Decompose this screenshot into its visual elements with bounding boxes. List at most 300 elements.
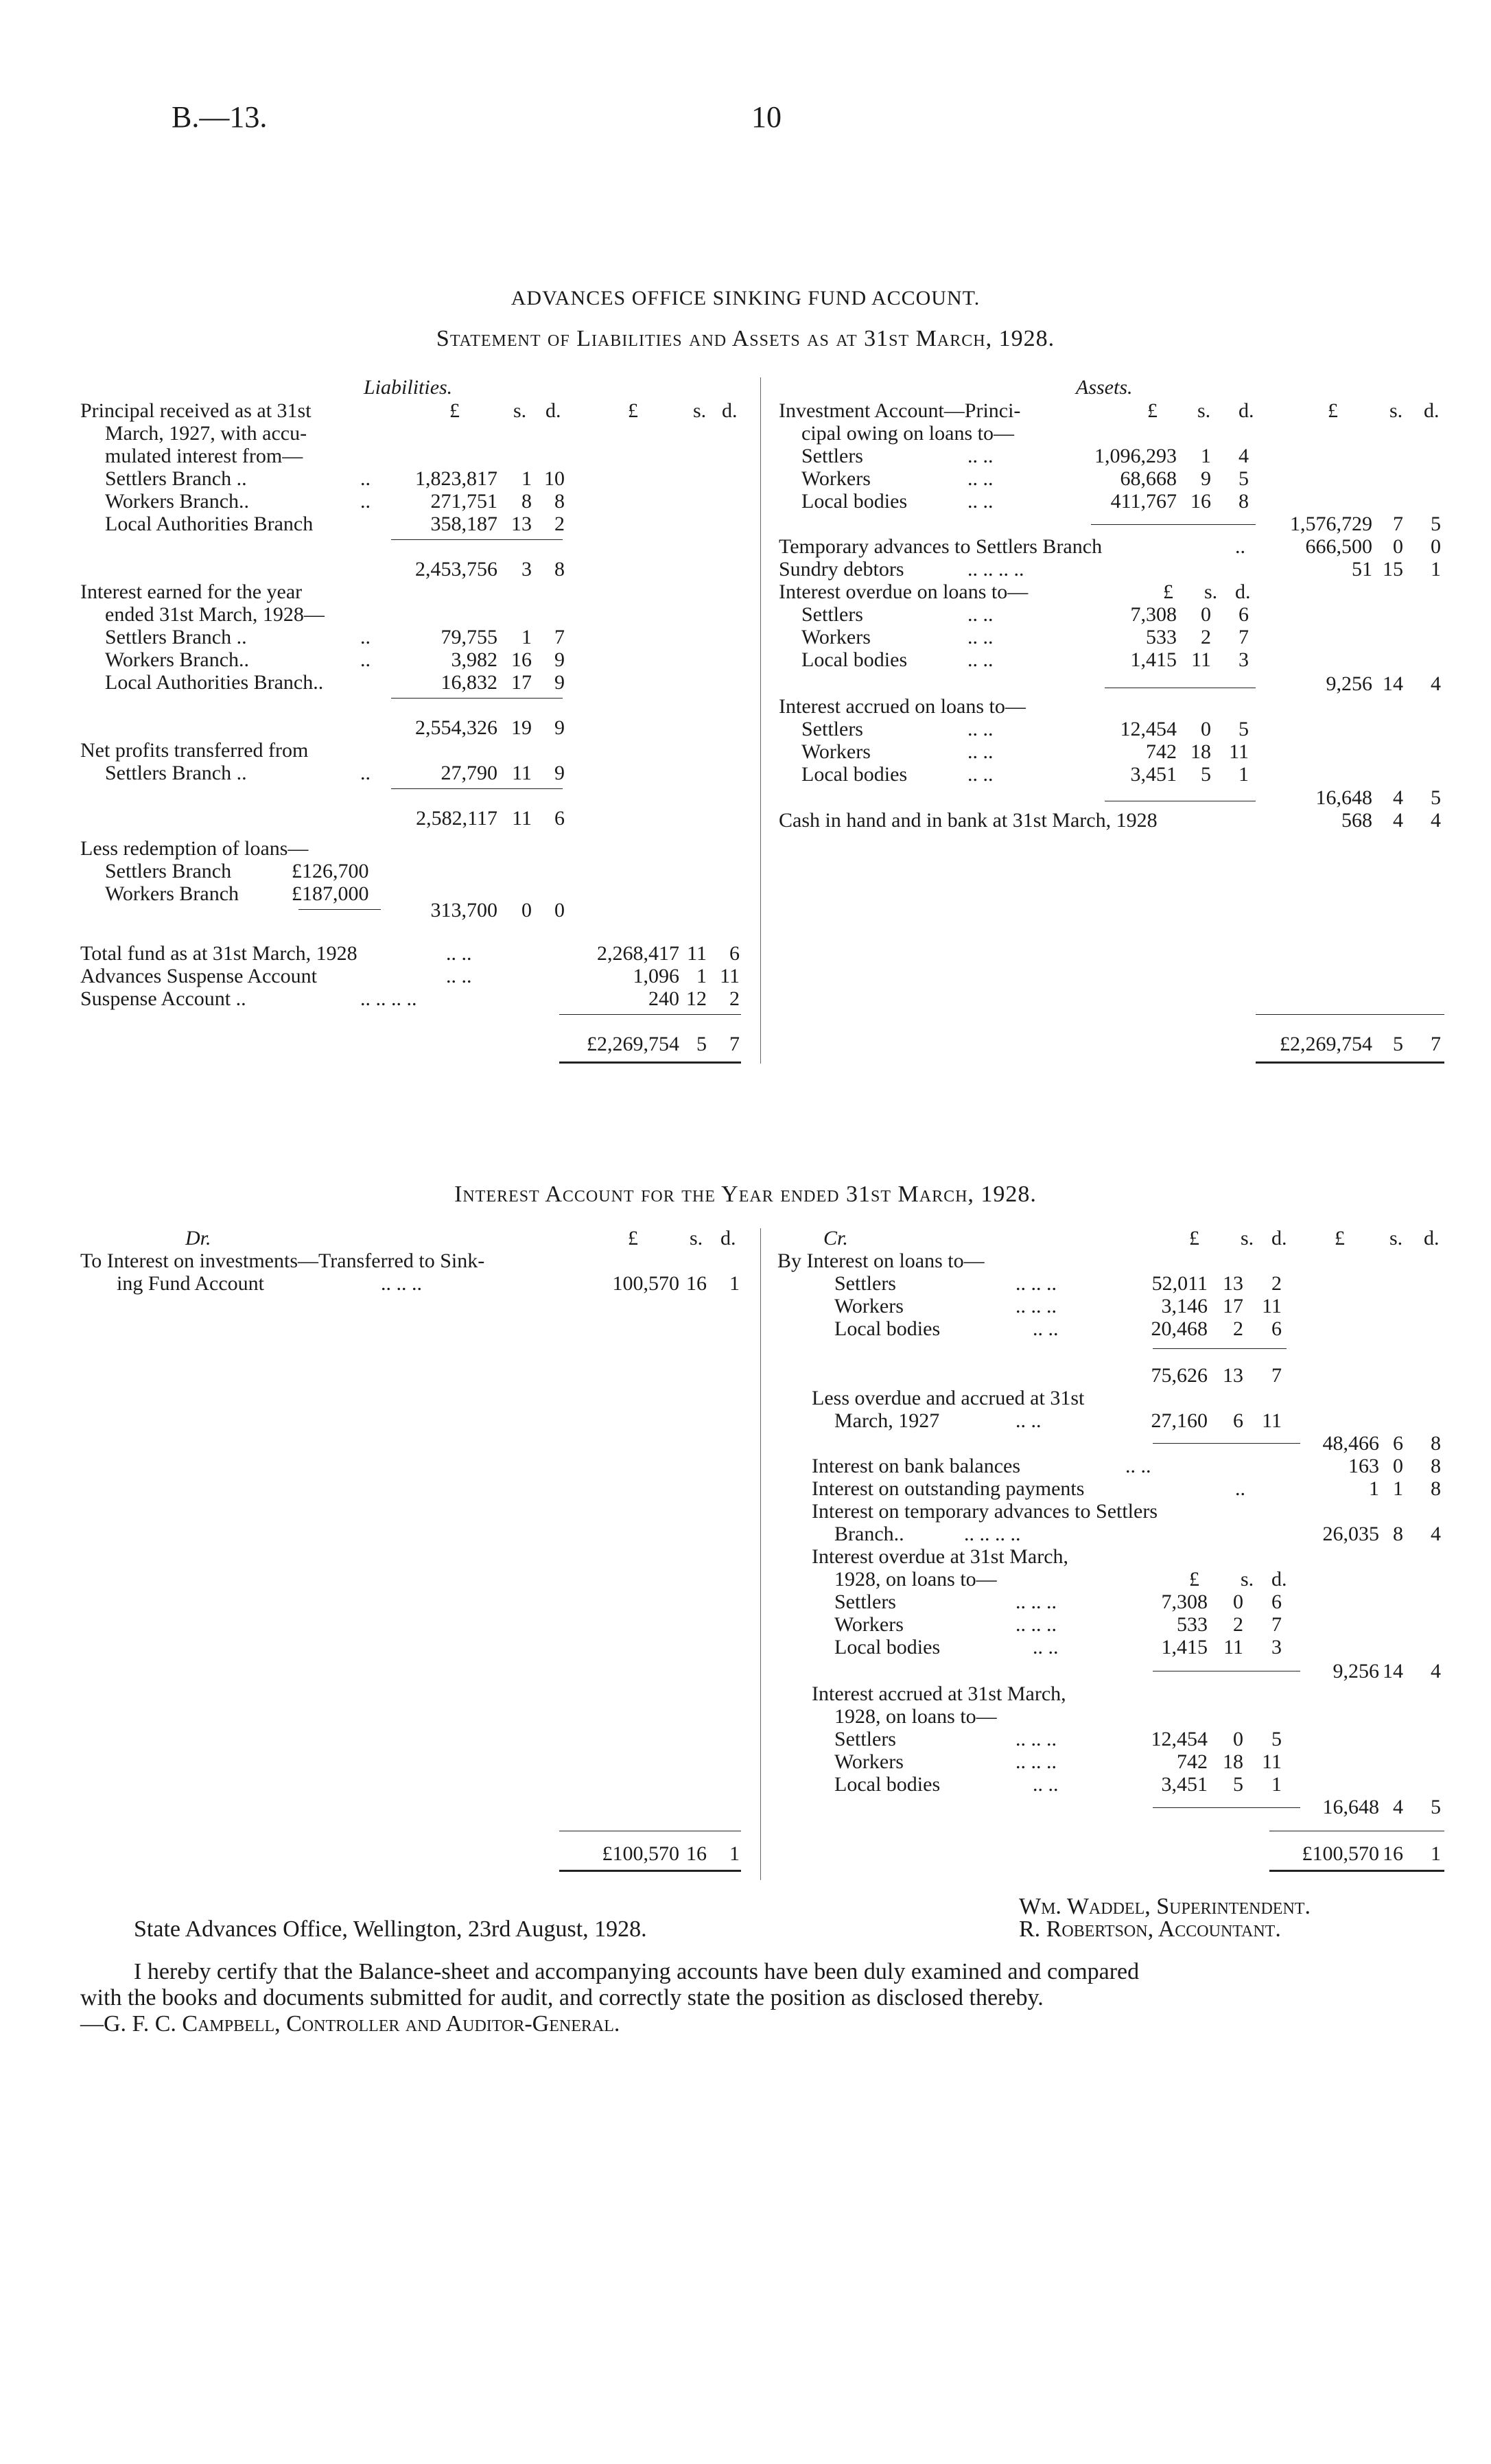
by-total-pounds: 75,626 [1151, 1364, 1208, 1387]
row-dots: .. [360, 762, 371, 784]
by-total-pence: 7 [1271, 1364, 1282, 1387]
row-dots: .. .. [446, 942, 472, 965]
row-label: Settlers [801, 603, 863, 626]
row-pounds: 533 [1177, 1613, 1208, 1636]
cash-pounds: 568 [1341, 809, 1372, 832]
cash-label: Cash in hand and in bank at 31st March, 1928 [779, 809, 1158, 832]
row-pence: 9 [554, 648, 565, 671]
sundry-debtors-pounds: 51 [1352, 558, 1372, 580]
row-dots: .. .. .. [1015, 1750, 1057, 1773]
row-label: Local bodies [801, 490, 908, 513]
overdue-col-s: s. [1204, 580, 1218, 603]
row-dots: .. .. .. [1015, 1728, 1057, 1750]
row-shillings: 16 [1190, 490, 1211, 513]
less-amount-pence: 11 [1262, 1409, 1282, 1432]
principal-text: mulated interest from— [105, 445, 303, 467]
redemption-total-shillings: 0 [521, 899, 532, 922]
signature-text: Wm. Waddel, Superintendent. [1019, 1894, 1311, 1919]
row-shillings: 2 [1233, 1613, 1243, 1636]
row-pounds: 742 [1146, 740, 1177, 763]
row-label: Workers [801, 740, 871, 763]
row-dots: .. .. [1033, 1317, 1059, 1340]
row-dots: .. [360, 467, 371, 490]
row-pounds: 12,454 [1151, 1728, 1208, 1750]
sundry-debtors-pence: 1 [1431, 558, 1441, 580]
dr-col-s: s. [690, 1227, 703, 1249]
row-shillings: 18 [1190, 740, 1211, 763]
row-pence: 6 [1271, 1317, 1282, 1340]
temporary-advances-pence: 4 [1431, 1523, 1441, 1545]
row-label: Local Authorities Branch [105, 513, 314, 535]
row-pounds: 2,268,417 [597, 942, 679, 965]
investment-text: Investment Account—Princi- [779, 399, 1021, 422]
row-shillings: 2 [1233, 1317, 1243, 1340]
row-dots: .. .. .. [381, 1272, 422, 1295]
temporary-advances-shillings: 8 [1393, 1523, 1403, 1545]
total-shillings: 3 [521, 558, 532, 580]
row-dots: .. .. [967, 648, 994, 671]
temporary-advances-shillings: 0 [1393, 535, 1403, 558]
row-pounds: 3,451 [1161, 1773, 1208, 1796]
total-pounds: £2,269,754 [587, 1033, 679, 1055]
total-shillings: 19 [511, 716, 532, 739]
assets-col2-s: s. [1389, 399, 1403, 422]
temporary-advances-text: Interest on temporary advances to Settlers [812, 1500, 1158, 1523]
total-rule [559, 1014, 741, 1015]
less-overdue-text: March, 1927 [834, 1409, 940, 1432]
row-dots: .. .. .. [1015, 1272, 1057, 1295]
temporary-advances-pence: 0 [1431, 535, 1441, 558]
certification-text: with the books and documents submitted for audit, and correctly state the position as disclosed thereby. [80, 1985, 1044, 2010]
document-reference: B.—13. [172, 100, 268, 134]
row-label: Local bodies [834, 1636, 941, 1658]
liab-col-pound: £ [449, 399, 460, 422]
row-pounds: 271,751 [430, 490, 497, 513]
row-dots: .. [1235, 535, 1245, 558]
total-shillings: 4 [1393, 1796, 1403, 1818]
row-label: Workers [834, 1295, 904, 1317]
total-pounds: 1,576,729 [1290, 513, 1372, 535]
row-pounds: 1,096,293 [1094, 445, 1177, 467]
subtotal-rule [298, 909, 381, 910]
row-pence: 8 [1238, 490, 1249, 513]
total-pence: 5 [1431, 786, 1441, 809]
row-label: Advances Suspense Account [80, 965, 317, 987]
total-shillings: 5 [1393, 1033, 1403, 1055]
total-pounds: 9,256 [1332, 1660, 1379, 1682]
row-label: Workers [801, 626, 871, 648]
interest-account-title: Interest Account for the Year ended 31st March, 1928. [454, 1182, 1037, 1207]
row-shillings: 11 [1223, 1636, 1243, 1658]
row-pounds: 533 [1146, 626, 1177, 648]
row-pounds: 79,755 [441, 626, 497, 648]
row-pounds: 16,832 [441, 671, 497, 694]
total-pounds: 2,554,326 [415, 716, 497, 739]
row-pounds: 3,982 [451, 648, 497, 671]
sinking-fund-title: ADVANCES OFFICE SINKING FUND ACCOUNT. [510, 287, 981, 309]
redemption-label: Workers Branch [105, 882, 239, 905]
total-pence: 4 [1431, 1660, 1441, 1682]
row-dots: .. .. [1125, 1455, 1151, 1477]
cr-col2-pound: £ [1335, 1227, 1345, 1249]
total-pounds: 16,648 [1322, 1796, 1379, 1818]
dr-col-pound: £ [628, 1227, 638, 1249]
row-label: Local Authorities Branch.. [105, 671, 324, 694]
row-shillings: 0 [1233, 1728, 1243, 1750]
net-profits-text: Net profits transferred from [80, 739, 309, 762]
total-pounds: 9,256 [1326, 672, 1372, 695]
subtotal-rule [1091, 524, 1256, 525]
row-pence: 11 [1262, 1750, 1282, 1773]
row-label: Workers [834, 1613, 904, 1636]
row-pounds: 12,454 [1120, 718, 1177, 740]
row-pence: 3 [1238, 648, 1249, 671]
row-pence: 11 [720, 965, 740, 987]
principal-text: March, 1927, with accu- [105, 422, 307, 445]
total-pence: 1 [729, 1842, 740, 1865]
row-pounds: 68,668 [1120, 467, 1177, 490]
row-dots: .. .. [967, 740, 994, 763]
total-pounds: £100,570 [1302, 1842, 1379, 1865]
row-pence: 5 [1271, 1728, 1282, 1750]
row-pence: 3 [1271, 1636, 1282, 1658]
row-dots: .. .. .. [1015, 1591, 1057, 1613]
signature-text: R. Robertson, Accountant. [1019, 1916, 1281, 1942]
assets-col-d: d. [1238, 399, 1254, 422]
cr-overdue-col-d: d. [1271, 1568, 1287, 1591]
cr-heading: Cr. [823, 1227, 848, 1249]
row-dots: .. [1235, 1477, 1245, 1500]
row-pence: 7 [554, 626, 565, 648]
total-pence: 8 [1431, 1432, 1441, 1455]
row-pence: 4 [1238, 445, 1249, 467]
certification-text: —G. F. C. Campbell, Controller and Auditor-General. [80, 2011, 620, 2037]
row-label: Workers Branch.. [105, 490, 250, 513]
cr-overdue-col-pound: £ [1189, 1568, 1199, 1591]
row-pence: 2 [1271, 1272, 1282, 1295]
total-pence: 4 [1431, 672, 1441, 695]
bank-balances-label: Interest on bank balances [812, 1455, 1021, 1477]
total-pounds: £2,269,754 [1280, 1033, 1372, 1055]
bank-balances-pounds: 163 [1348, 1455, 1379, 1477]
row-label: Settlers [834, 1728, 896, 1750]
row-dots: .. .. [1033, 1636, 1059, 1658]
cr-col2-d: d. [1424, 1227, 1440, 1249]
subtotal-rule [1153, 1348, 1287, 1349]
redemption-amount: £187,000 [292, 882, 369, 905]
overdue-col-pound: £ [1163, 580, 1173, 603]
assets-col-pound: £ [1147, 399, 1158, 422]
row-shillings: 1 [521, 626, 532, 648]
dr-amount-pence: 1 [729, 1272, 740, 1295]
row-dots: .. .. [967, 445, 994, 467]
row-shillings: 1 [521, 467, 532, 490]
row-dots: .. .. .. .. [964, 1523, 1021, 1545]
row-dots: .. .. .. [1015, 1613, 1057, 1636]
outstanding-payments-label: Interest on outstanding payments [812, 1477, 1085, 1500]
row-shillings: 13 [1223, 1272, 1243, 1295]
row-pence: 8 [554, 490, 565, 513]
total-pounds: £100,570 [602, 1842, 679, 1865]
temporary-advances-label: Temporary advances to Settlers Branch [779, 535, 1103, 558]
double-rule [1256, 1061, 1444, 1064]
row-label: Settlers [834, 1591, 896, 1613]
row-shillings: 13 [511, 513, 532, 535]
row-label: Local bodies [801, 763, 908, 786]
total-pounds: 48,466 [1322, 1432, 1379, 1455]
net-profits-text: Settlers Branch .. [105, 762, 247, 784]
row-pounds: 1,823,817 [415, 467, 497, 490]
row-dots: .. [360, 626, 371, 648]
total-pence: 5 [1431, 1796, 1441, 1818]
row-label: Settlers [801, 718, 863, 740]
net-profits-pounds: 27,790 [441, 762, 497, 784]
row-dots: .. [360, 490, 371, 513]
row-shillings: 0 [1201, 603, 1211, 626]
row-label: Suspense Account .. [80, 987, 246, 1010]
liab-col-d: d. [545, 399, 561, 422]
row-dots: .. .. [967, 490, 994, 513]
row-pence: 6 [1271, 1591, 1282, 1613]
subtotal-rule [391, 788, 563, 789]
row-pounds: 240 [648, 987, 679, 1010]
redemption-total-pounds: 313,700 [430, 899, 497, 922]
row-shillings: 2 [1201, 626, 1211, 648]
temporary-advances-text: Branch.. [834, 1523, 904, 1545]
row-dots: .. .. [967, 603, 994, 626]
liab-col2-s: s. [693, 399, 707, 422]
double-rule [559, 1870, 741, 1872]
net-total-pounds: 2,582,117 [416, 807, 497, 830]
row-pence: 7 [1238, 626, 1249, 648]
liabilities-heading: Liabilities. [364, 376, 453, 399]
cr-overdue-col-s: s. [1241, 1568, 1254, 1591]
row-dots: .. .. .. .. [967, 558, 1024, 580]
row-pence: 10 [544, 467, 565, 490]
cr-col-s: s. [1241, 1227, 1254, 1249]
row-shillings: 11 [1191, 648, 1211, 671]
total-pence: 7 [1431, 1033, 1441, 1055]
principal-text: Principal received as at 31st [80, 399, 312, 422]
total-pence: 8 [554, 558, 565, 580]
less-redemption-text: Less redemption of loans— [80, 837, 309, 860]
row-shillings: 0 [1233, 1591, 1243, 1613]
less-amount-shillings: 6 [1233, 1409, 1243, 1432]
row-shillings: 12 [686, 987, 707, 1010]
total-pence: 7 [729, 1033, 740, 1055]
row-shillings: 0 [1201, 718, 1211, 740]
row-shillings: 1 [1201, 445, 1211, 467]
overdue-col-d: d. [1235, 580, 1251, 603]
page-number: 10 [751, 100, 782, 134]
net-total-shillings: 11 [512, 807, 532, 830]
row-pence: 6 [1238, 603, 1249, 626]
certification-text: I hereby certify that the Balance-sheet and accompanying accounts have been duly examined and compared [134, 1959, 1140, 1984]
row-shillings: 1 [696, 965, 707, 987]
row-shillings: 5 [1201, 763, 1211, 786]
interest-text: ended 31st March, 1928— [105, 603, 325, 626]
total-shillings: 7 [1393, 513, 1403, 535]
row-pounds: 742 [1177, 1750, 1208, 1773]
outstanding-payments-pounds: 1 [1369, 1477, 1379, 1500]
row-label: Local bodies [834, 1317, 941, 1340]
cr-col2-s: s. [1389, 1227, 1403, 1249]
row-pounds: 3,146 [1161, 1295, 1208, 1317]
row-shillings: 17 [511, 671, 532, 694]
total-pounds: 16,648 [1315, 786, 1372, 809]
row-pounds: 411,767 [1110, 490, 1177, 513]
net-profits-pence: 9 [554, 762, 565, 784]
row-dots: .. .. [967, 718, 994, 740]
dr-col-d: d. [720, 1227, 736, 1249]
total-pence: 5 [1431, 513, 1441, 535]
row-pounds: 52,011 [1151, 1272, 1208, 1295]
bank-balances-shillings: 0 [1393, 1455, 1403, 1477]
subtotal-rule [391, 539, 563, 540]
row-shillings: 9 [1201, 467, 1211, 490]
total-shillings: 4 [1393, 786, 1403, 809]
row-label: Local bodies [834, 1773, 941, 1796]
cr-col-d: d. [1271, 1227, 1287, 1249]
signature-accountant [1019, 1916, 1281, 1943]
row-pence: 5 [1238, 467, 1249, 490]
row-pence: 2 [554, 513, 565, 535]
assets-heading: Assets. [1076, 376, 1133, 399]
by-interest-text: By Interest on loans to— [777, 1249, 985, 1272]
row-shillings: 8 [521, 490, 532, 513]
row-pounds: 358,187 [430, 513, 497, 535]
row-pounds: 1,415 [1161, 1636, 1208, 1658]
total-shillings: 14 [1383, 672, 1403, 695]
row-pounds: 20,468 [1151, 1317, 1208, 1340]
redemption-amount: £126,700 [292, 860, 369, 882]
row-dots: .. .. [967, 626, 994, 648]
cr-overdue-text: 1928, on loans to— [834, 1568, 997, 1591]
outstanding-payments-shillings: 1 [1393, 1477, 1403, 1500]
row-pounds: 1,415 [1130, 648, 1177, 671]
assets-col2-d: d. [1424, 399, 1440, 422]
row-dots: .. .. .. .. [360, 987, 417, 1010]
cash-pence: 4 [1431, 809, 1441, 832]
sundry-debtors-shillings: 15 [1383, 558, 1403, 580]
row-label: Settlers [834, 1272, 896, 1295]
cash-shillings: 4 [1393, 809, 1403, 832]
sundry-debtors-label: Sundry debtors [779, 558, 904, 580]
row-label: Workers [834, 1750, 904, 1773]
row-shillings: 16 [511, 648, 532, 671]
row-label: Local bodies [801, 648, 908, 671]
cr-accrued-text: 1928, on loans to— [834, 1705, 997, 1728]
total-pounds: 2,453,756 [415, 558, 497, 580]
temporary-advances-pounds: 666,500 [1305, 535, 1372, 558]
row-pounds: 7,308 [1130, 603, 1177, 626]
bank-balances-pence: 8 [1431, 1455, 1441, 1477]
row-dots: .. .. [1033, 1773, 1059, 1796]
total-shillings: 14 [1383, 1660, 1403, 1682]
double-rule [1269, 1870, 1444, 1872]
net-profits-shillings: 11 [512, 762, 532, 784]
liab-col-s: s. [513, 399, 527, 422]
less-amount-pounds: 27,160 [1151, 1409, 1208, 1432]
total-shillings: 6 [1393, 1432, 1403, 1455]
interest-accrued-text: Interest accrued on loans to— [779, 695, 1026, 718]
row-pounds: 3,451 [1130, 763, 1177, 786]
total-rule [1256, 1014, 1444, 1015]
row-pounds: 7,308 [1161, 1591, 1208, 1613]
row-label: Workers Branch.. [105, 648, 250, 671]
double-rule [559, 1061, 741, 1064]
sinking-fund-subtitle: Statement of Liabilities and Assets as at 31st March, 1928. [436, 326, 1055, 351]
assets-col2-pound: £ [1328, 399, 1338, 422]
row-pence: 7 [1271, 1613, 1282, 1636]
cr-accrued-text: Interest accrued at 31st March, [812, 1682, 1066, 1705]
interest-text: Interest earned for the year [80, 580, 303, 603]
row-label: Settlers [801, 445, 863, 467]
row-pence: 9 [554, 671, 565, 694]
row-pence: 2 [729, 987, 740, 1010]
redemption-label: Settlers Branch [105, 860, 232, 882]
row-dots: .. .. .. [1015, 1295, 1057, 1317]
dr-line: ing Fund Account [117, 1272, 264, 1295]
row-pounds: 1,096 [633, 965, 679, 987]
dr-heading: Dr. [185, 1227, 211, 1249]
row-label: Settlers Branch .. [105, 626, 247, 648]
total-pence: 1 [1431, 1842, 1441, 1865]
row-dots: .. .. [967, 467, 994, 490]
total-shillings: 16 [686, 1842, 707, 1865]
subtotal-rule [391, 698, 563, 699]
row-shillings: 18 [1223, 1750, 1243, 1773]
row-dots: .. .. [446, 965, 472, 987]
row-label: Settlers Branch .. [105, 467, 247, 490]
row-label: Workers [801, 467, 871, 490]
row-dots: .. .. [1015, 1409, 1042, 1432]
cr-overdue-text: Interest overdue at 31st March, [812, 1545, 1069, 1568]
total-pence: 9 [554, 716, 565, 739]
investment-text: cipal owing on loans to— [801, 422, 1014, 445]
assets-col-s: s. [1197, 399, 1211, 422]
row-pence: 5 [1238, 718, 1249, 740]
row-shillings: 17 [1223, 1295, 1243, 1317]
row-pence: 1 [1238, 763, 1249, 786]
net-total-pence: 6 [554, 807, 565, 830]
row-pence: 11 [1229, 740, 1249, 763]
place-date: State Advances Office, Wellington, 23rd August, 1928. [134, 1916, 647, 1942]
total-shillings: 5 [696, 1033, 707, 1055]
row-shillings: 11 [687, 942, 707, 965]
by-total-shillings: 13 [1223, 1364, 1243, 1387]
less-overdue-text: Less overdue and accrued at 31st [812, 1387, 1085, 1409]
outstanding-payments-pence: 8 [1431, 1477, 1441, 1500]
row-label: Total fund as at 31st March, 1928 [80, 942, 357, 965]
total-shillings: 16 [1383, 1842, 1403, 1865]
dr-amount-shillings: 16 [686, 1272, 707, 1295]
interest-overdue-text: Interest overdue on loans to— [779, 580, 1029, 603]
liab-col2-d: d. [722, 399, 738, 422]
row-pence: 1 [1271, 1773, 1282, 1796]
row-dots: .. [360, 648, 371, 671]
column-divider [760, 377, 761, 1064]
row-shillings: 5 [1233, 1773, 1243, 1796]
temporary-advances-pounds: 26,035 [1322, 1523, 1379, 1545]
redemption-total-pence: 0 [554, 899, 565, 922]
row-pence: 11 [1262, 1295, 1282, 1317]
dr-line: To Interest on investments—Transferred to Sink- [80, 1249, 485, 1272]
row-dots: .. .. [967, 763, 994, 786]
row-pence: 6 [729, 942, 740, 965]
cr-col-pound: £ [1189, 1227, 1199, 1249]
liab-col2-pound: £ [628, 399, 638, 422]
